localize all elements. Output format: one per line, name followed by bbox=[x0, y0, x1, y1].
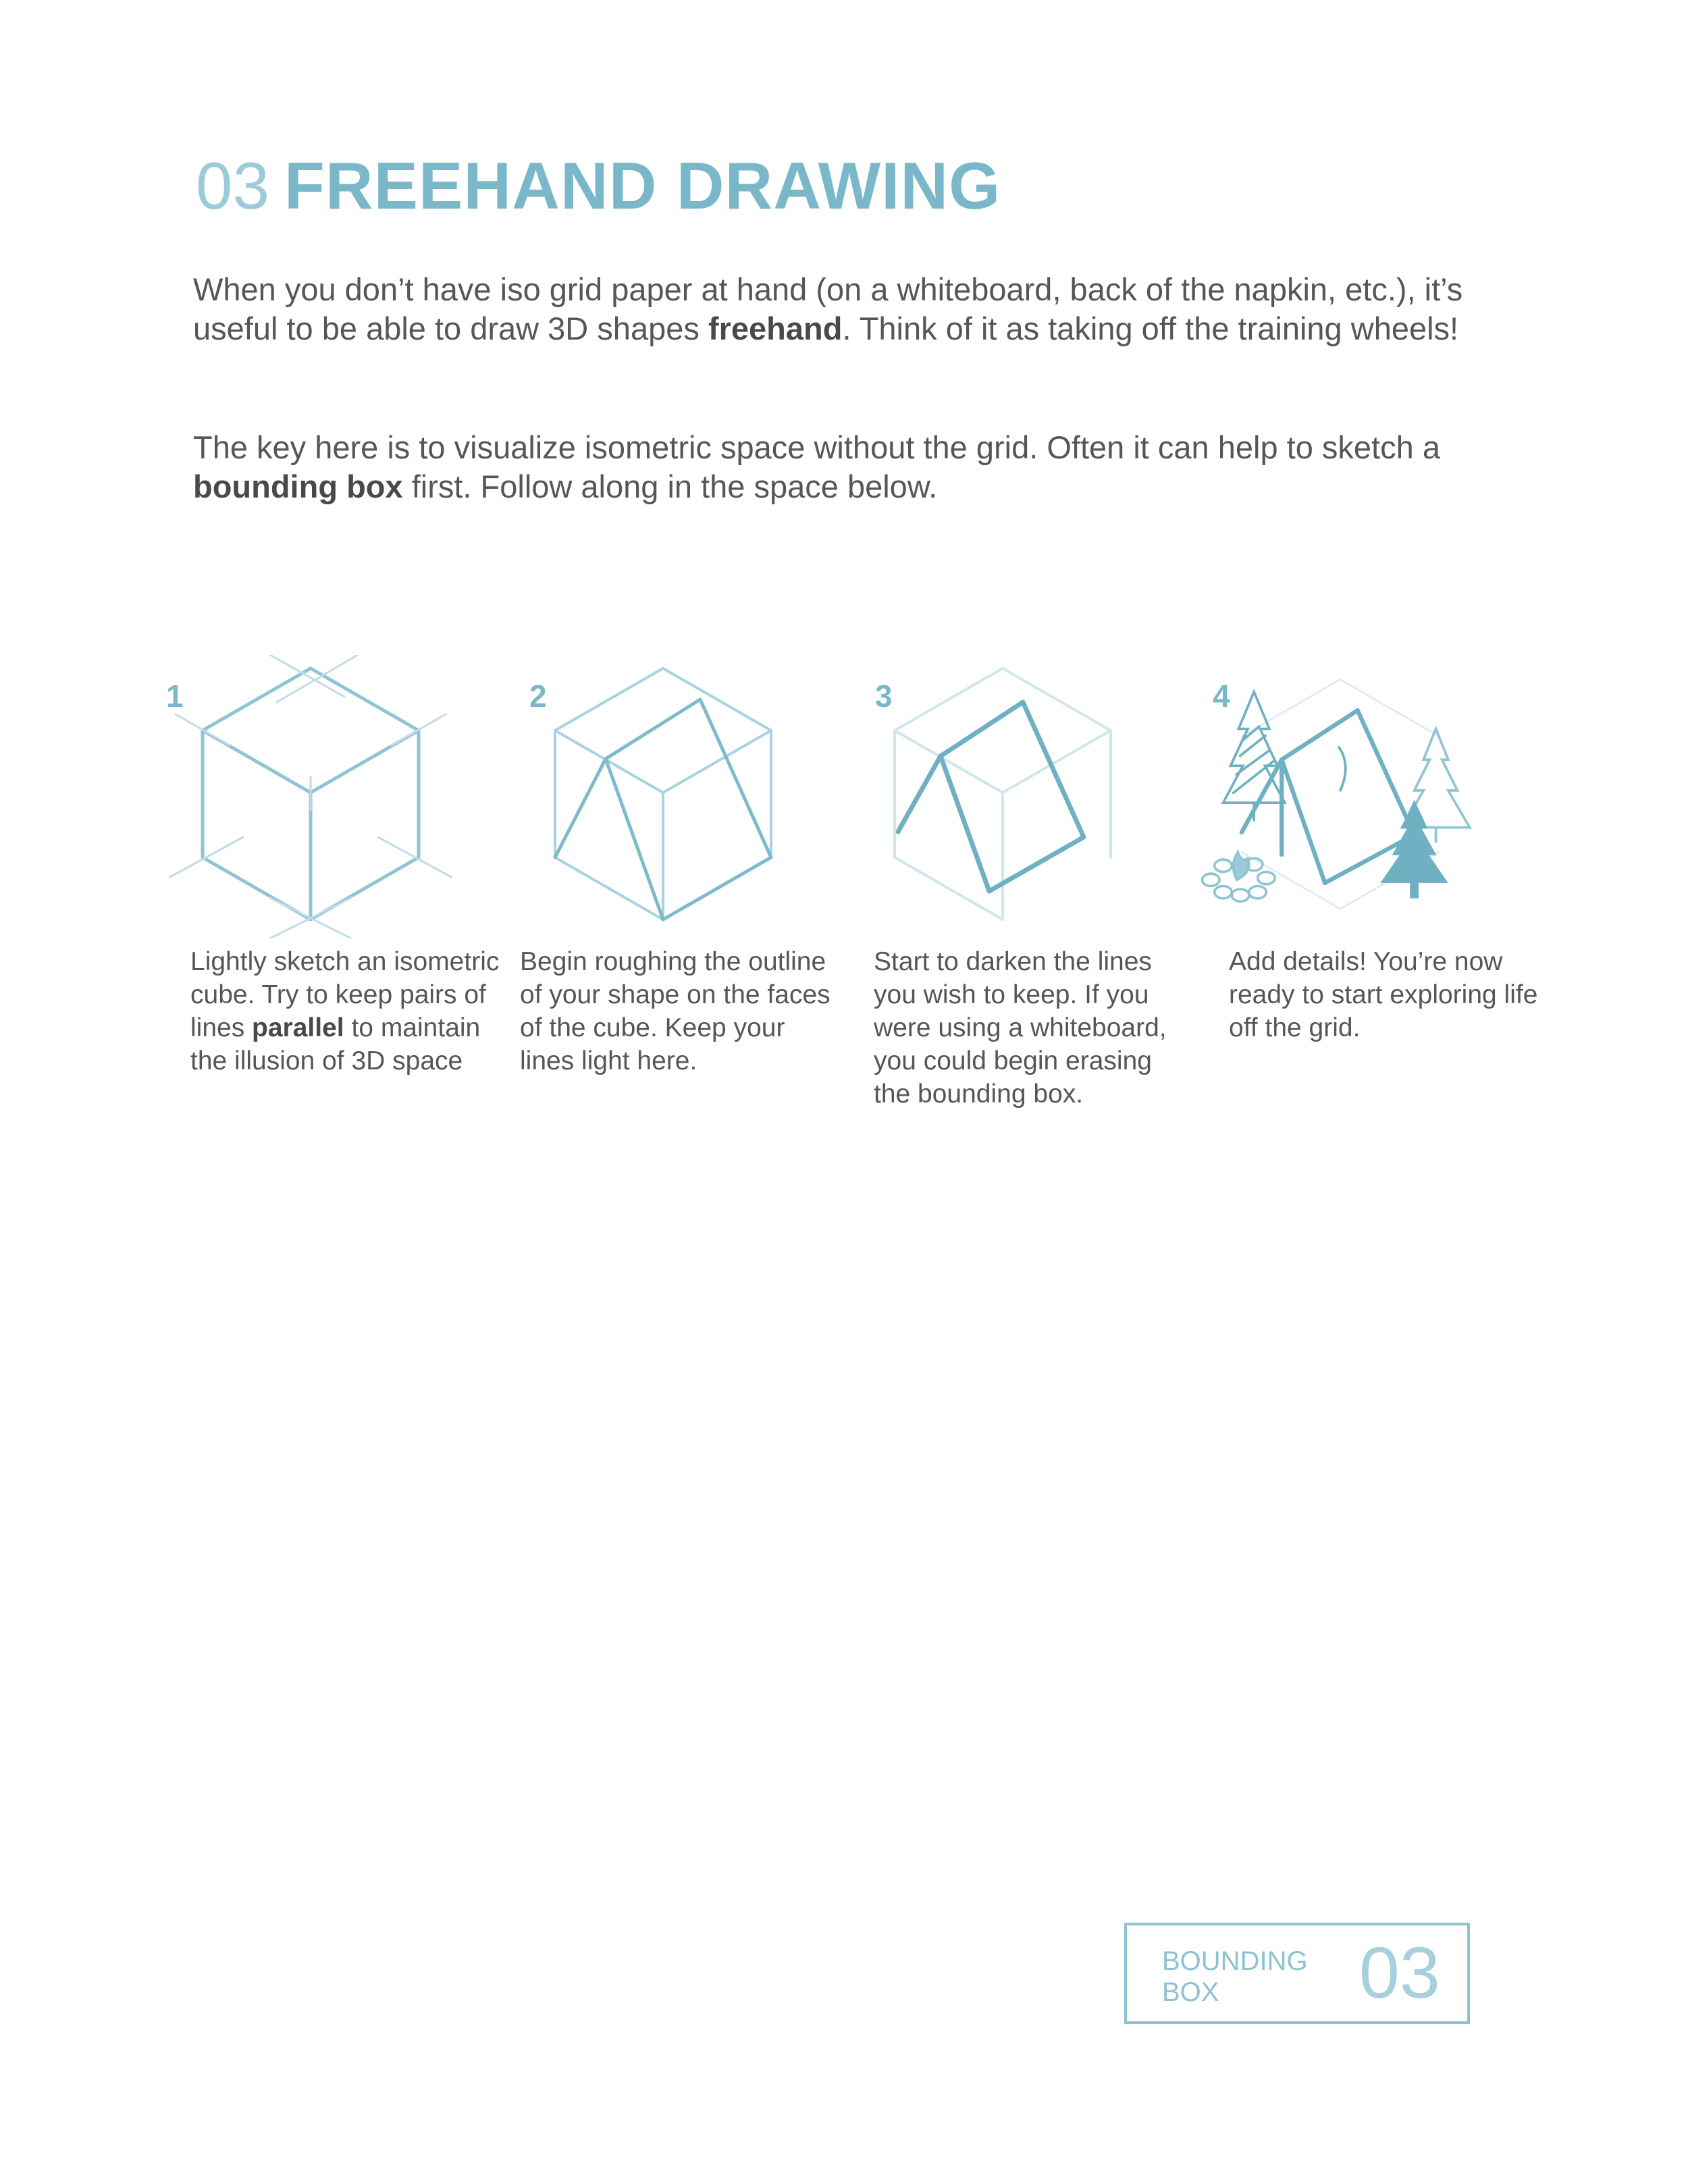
step-4-caption: Add details! You’re now ready to start exploring life off the grid. bbox=[1229, 947, 1538, 1042]
step-4-number: 4 bbox=[1213, 678, 1230, 714]
footer-label-line-2: BOX bbox=[1162, 1977, 1219, 2007]
intro-paragraph-1 bbox=[193, 270, 1510, 348]
caption-bold-text: parallel bbox=[252, 1013, 344, 1042]
step-3-caption: Start to darken the lines you wish to keep. If you were using a whiteboard, you could begin erasing the bounding box. bbox=[874, 947, 1167, 1109]
section-number: 03 bbox=[196, 149, 270, 223]
footer-label bbox=[1162, 1946, 1324, 2008]
intro-text: . Think of it as taking off the training wheels! bbox=[842, 311, 1459, 346]
footer-page-number: 03 bbox=[1359, 1932, 1440, 2013]
footer-section-box bbox=[1124, 1923, 1470, 2024]
footer-label-line-1: BOUNDING bbox=[1162, 1946, 1308, 1976]
hatched-tree-icon bbox=[1223, 692, 1285, 822]
section-title: FREEHAND DRAWING bbox=[284, 149, 1001, 223]
step-3-darkened-sketch bbox=[861, 655, 1144, 938]
step-2-caption: Begin roughing the outline of your shape on the faces of the cube. Keep your lines light here. bbox=[520, 947, 830, 1075]
intro-text: The key here is to visualize isometric space without the grid. Often it can help to sketch a bbox=[193, 429, 1440, 465]
intro-bold-text: freehand bbox=[708, 311, 843, 346]
tent-icon bbox=[1242, 710, 1415, 883]
campfire-icon bbox=[1202, 852, 1275, 901]
step-2-number: 2 bbox=[529, 678, 547, 714]
step-2-rough-outline-sketch bbox=[521, 655, 805, 938]
intro-text: first. Follow along in the space below. bbox=[402, 469, 938, 504]
caption-text: to maintain the illusion of 3D space bbox=[190, 1013, 481, 1075]
intro-paragraph-2 bbox=[193, 428, 1510, 506]
page-heading bbox=[196, 149, 1001, 223]
step-1-cube-sketch bbox=[169, 655, 452, 938]
intro-text: When you don’t have iso grid paper at hand (on a whiteboard, back of the napkin, etc.), it’s useful to be able to draw 3D shapes bbox=[193, 271, 1463, 346]
caption-text: Lightly sketch an isometric cube. Try to keep pairs of lines bbox=[190, 947, 500, 1042]
step-4-detailed-scene bbox=[1198, 655, 1482, 938]
step-1-caption bbox=[190, 945, 508, 1077]
intro-bold-text: bounding box bbox=[193, 469, 403, 504]
step-3-number: 3 bbox=[875, 678, 893, 714]
step-1-number: 1 bbox=[166, 678, 184, 714]
